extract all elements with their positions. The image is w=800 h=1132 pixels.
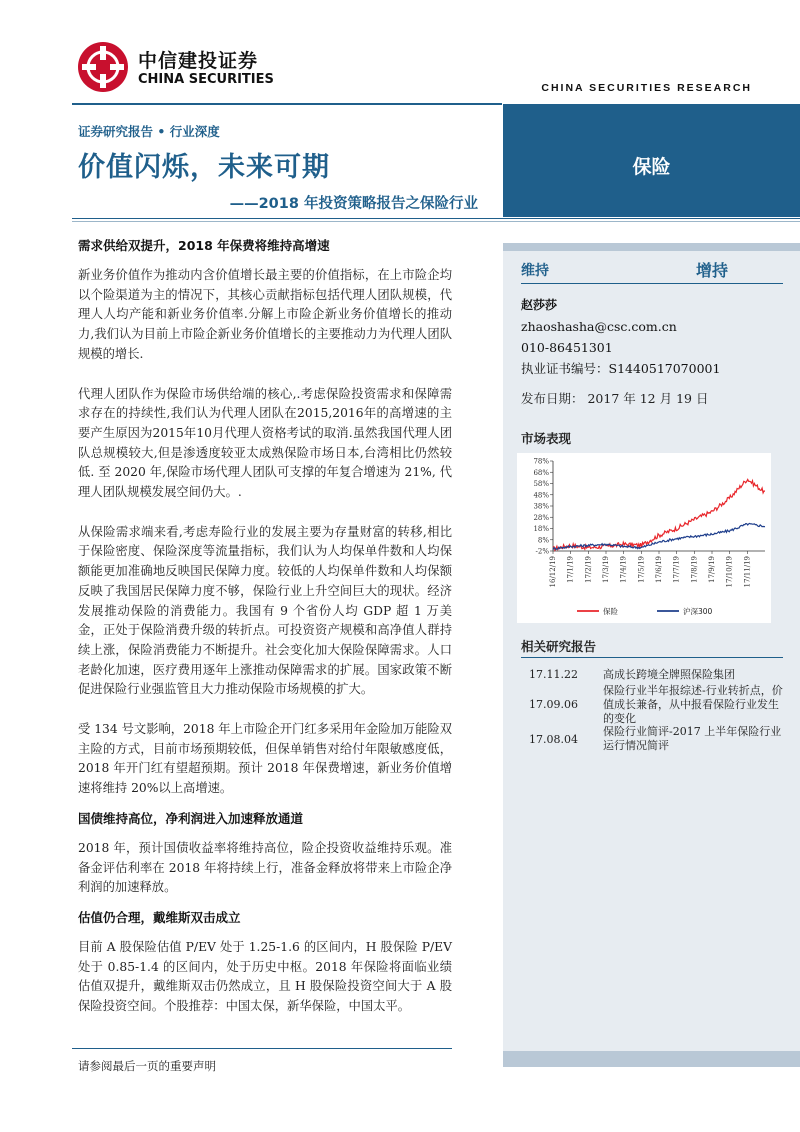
related-reports-title: 相关研究报告 (521, 639, 597, 654)
y-tick-label: 68% (533, 468, 549, 477)
market-chart (517, 453, 771, 623)
paragraph-6: 目前 A 股保险估值 P/EV 处于 1.25-1.6 的区间内，H 股保险 P/EV 处于 0.85-1.4 的区间内，处于历史中枢。2018 年保险将面临业绩估值双提升，戴维斯双击仍然成立，且 H 股保险投资空间大于 A 股保险投资空间。个股推荐：中国太保，新华保险，中国太平。 (78, 939, 452, 1014)
paragraph-4: 受 134 号文影响，2018 年上市险企开门红多采用年金险加万能险双主险的方式，目前市场预期较低，但保单销售对给付年限敏感度低，2018 年开门红有望超预期。预计 2018 年保费增速，新业务价值增速将维持 20%以上高增速。 (78, 722, 452, 796)
analyst-info (521, 295, 720, 379)
x-tick-label: 17/7/19 (672, 556, 681, 583)
related-report-title: 保险行业简评-2017 上半年保险行业运行情况简评 (603, 725, 782, 752)
y-tick-label: 18% (533, 525, 549, 533)
series-line-csi300 (553, 523, 765, 549)
related-report-title: 高成长跨境全牌照保险集团 (603, 668, 735, 681)
section-heading-bonds: 国债维持高位，净利润进入加速释放通道 (78, 810, 304, 826)
y-tick-label: 8% (537, 536, 549, 545)
x-tick-label: 17/11/19 (743, 556, 752, 588)
main-content (78, 236, 452, 1037)
logo-cn-text: 中信建投证券 (138, 50, 259, 72)
logo-en-text: CHINA SECURITIES (138, 72, 274, 87)
header-rule (72, 103, 502, 105)
related-rule (521, 657, 783, 658)
related-report-date: 17.08.04 (529, 733, 578, 746)
report-title: 价值闪烁，未来可期 (78, 152, 330, 183)
paragraph-1: 新业务价值作为推动内含价值增长最主要的价值指标，在上市险企均以个险渠道为主的情况下，其核心贡献指标包括代理人团队规模，代理人人均产能和新业务价值率.分解上市险企新业务价值增长的推动力,我们认为目前上市险企新业务价值增长的主要推动力为代理人团队规模的增长. (78, 268, 452, 361)
y-tick-label: 28% (533, 513, 549, 522)
x-tick-label: 17/10/19 (725, 556, 734, 588)
x-tick-label: 17/3/19 (602, 556, 610, 583)
analyst-phone: 010-86451301 (521, 340, 613, 355)
x-tick-label: 17/4/19 (619, 556, 628, 583)
company-logo (78, 42, 278, 92)
x-tick-label: 17/2/19 (584, 556, 593, 583)
analyst-email: zhaoshasha@csc.com.cn (521, 319, 677, 334)
y-tick-label: 58% (533, 480, 549, 488)
x-tick-label: 16/12/19 (549, 556, 557, 588)
paragraph-3: 从保险需求端来看,考虑寿险行业的发展主要为存量财富的转移,相比于保险密度、保险深度等流量指标，我们认为人均保单件数和人均保额能更加准确地反映国民保障力度。较低的人均保单件数和人均保额反映了我国居民保障力度不够，保险行业上升空间巨大的现状。经济发展推动保险的消费能力。我国有 9 个省份人均 GDP 超 1 万美金，正处于保险消费升级的转折点。可投资资产规模和高净值人群持续上涨，保险消费能力不断提升。社会变化加大保险保障需求。人口老龄化加速，医疗费用逐年上涨推动保障需求的扩展。国家政策不断促进保险行业强监管且大力推动保险市场规模的扩大。 (78, 524, 452, 697)
info-sidebar (503, 243, 800, 1067)
x-tick-label: 17/5/19 (637, 556, 646, 583)
sidebar-top-band (503, 243, 800, 251)
legend-label: 保险 (603, 607, 618, 616)
y-tick-label: 78% (533, 457, 549, 466)
footer-disclaimer: 请参阅最后一页的重要声明 (78, 1059, 216, 1073)
section-heading-demand: 需求供给双提升，2018 年保费将维持高增速 (78, 238, 330, 253)
x-tick-label: 17/9/19 (708, 556, 716, 583)
legend-label: 沪深300 (683, 607, 713, 616)
research-label: CHINA SECURITIES RESEARCH (541, 82, 752, 94)
market-performance-title: 市场表现 (521, 431, 572, 446)
related-report-date: 17.09.06 (529, 698, 578, 711)
y-tick-label: 38% (533, 502, 549, 511)
related-report-date: 17.11.22 (529, 668, 578, 681)
y-tick-label: 48% (533, 491, 549, 500)
market-chart-svg (517, 453, 771, 623)
x-tick-label: 17/8/19 (690, 556, 699, 583)
series-line-insurance (553, 480, 765, 551)
rating-label: 维持 (521, 263, 549, 279)
title-rule (72, 218, 800, 219)
industry-banner (503, 104, 800, 217)
paragraph-5: 2018 年，预计国债收益率将维持高位，险企投资收益维持乐观。准备金评估利率在 2018 年将持续上行，准备金释放将带来上市险企净利润的加速释放。 (78, 840, 452, 895)
analyst-license: 执业证书编号：S1440517070001 (521, 361, 721, 376)
paragraph-2: 代理人团队作为保险市场供给端的核心,.考虑保险投资需求和保障需求存在的持续性,我们认为代理人团队在2015,2016年的高增速的主要产生原因为2015年10月代理人资格考试的取消.虽然我国代理人团队总规模较大,但是渗透度较亚太成熟保险市场日本,台湾相比仍然较低. 至 2020 年,保险市场代理人团队可支撑的年复合增速为 21%, 代理人团队规模发展空间仍大。. (78, 386, 452, 500)
publish-date: 发布日期： 2017 年 12 月 19 日 (521, 391, 709, 406)
title-rule-secondary (72, 221, 800, 222)
related-report-title: 保险行业半年报综述-行业转折点，价值成长兼备，从中报看保险行业发生的变化 (603, 684, 783, 725)
y-tick-label: -2% (535, 547, 549, 556)
rating-rule (521, 283, 783, 284)
x-tick-label: 17/1/19 (566, 556, 575, 583)
section-heading-valuation: 估值仍合理，戴维斯双击成立 (78, 909, 241, 925)
analyst-name: 赵莎莎 (521, 298, 558, 312)
logo-icon (78, 42, 128, 92)
rating-value: 增持 (696, 261, 729, 280)
industry-label: 保险 (632, 156, 671, 178)
sidebar-bottom-band (503, 1051, 800, 1067)
report-subtitle: ——2018 年投资策略报告之保险行业 (229, 196, 478, 212)
report-type: 证券研究报告 • 行业深度 (78, 124, 220, 139)
footer-rule (72, 1048, 452, 1049)
x-tick-label: 17/6/19 (655, 556, 663, 583)
